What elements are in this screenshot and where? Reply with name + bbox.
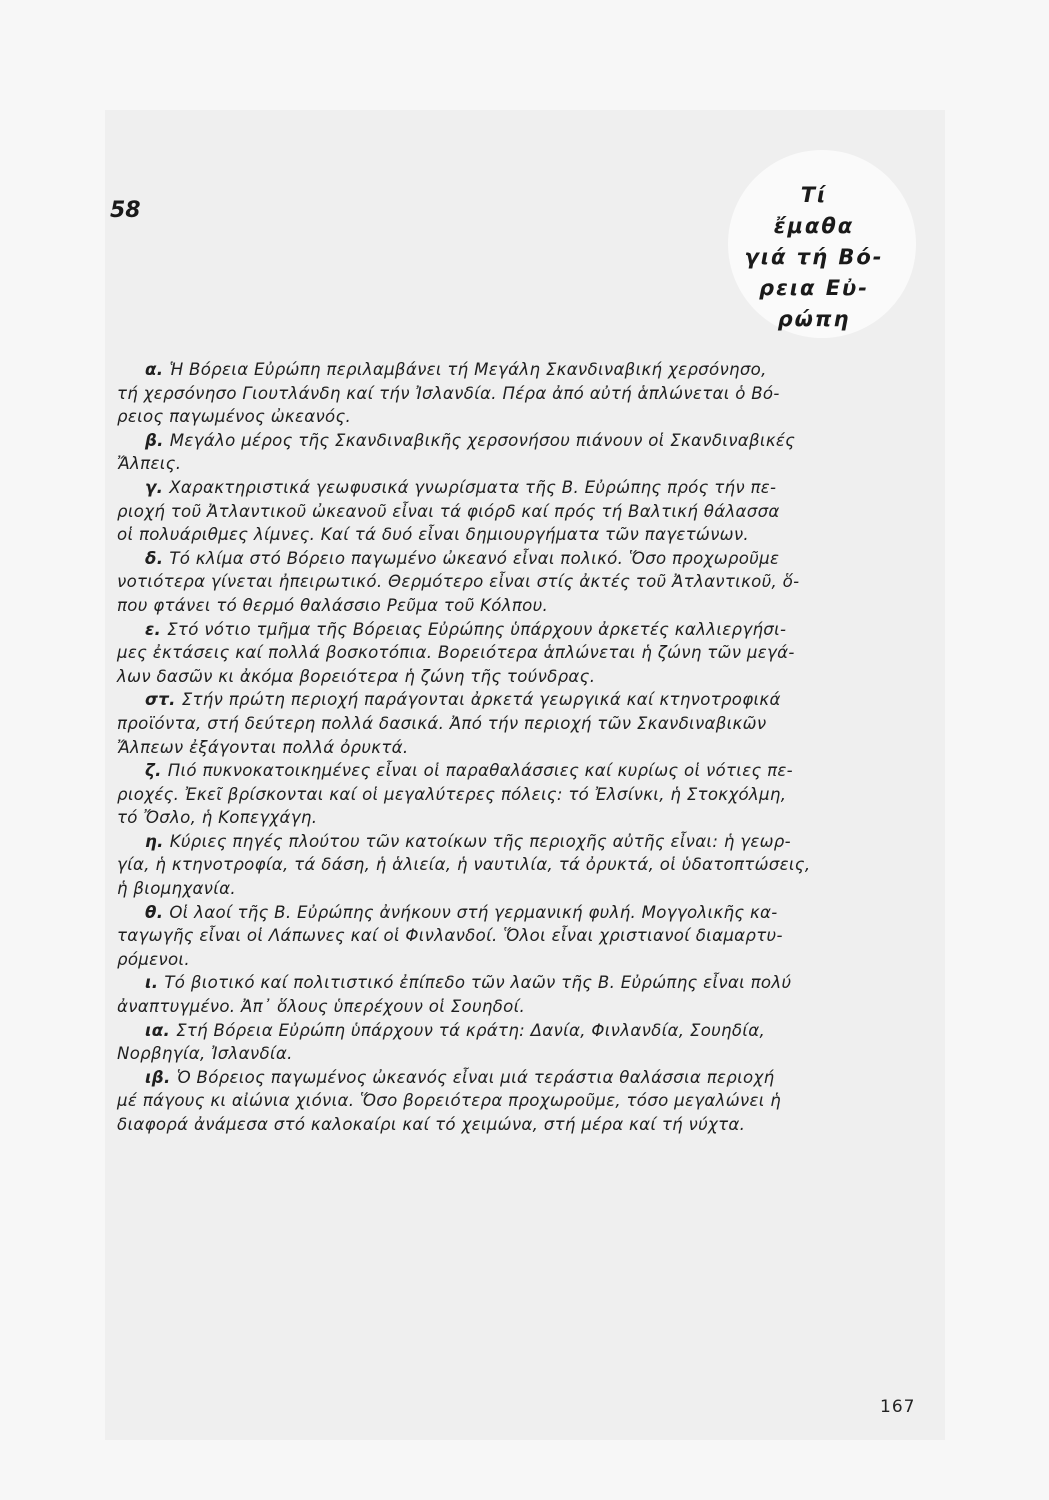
paragraph-line: νοτιότερα γίνεται ἠπειρωτικό. Θερμότερο εἶναι στίς ἀκτές τοῦ Ἀτλαντικοῦ, ὅ- [117,572,800,592]
line-text: Ὁ Βόρειος παγωμένος ὠκεανός εἶναι μιά τεράστια θαλάσσια περιοχή [176,1067,775,1087]
paragraph-line: προϊόντα, στή δεύτερη πολλά δασικά. Ἀπό τήν περιοχή τῶν Σκανδιναβικῶν [117,713,767,733]
paragraph-marker: δ. [145,548,164,568]
title-line: γιά τή Βό- [744,245,884,269]
line-text: Χαρακτηριστικά γεωφυσικά γνωρίσματα τῆς Β. Εὐρώπης πρός τήν πε- [169,477,777,497]
paragraph-marker: στ. [145,690,176,710]
paragraph-line: Νορβηγία, Ἰσλανδία. [117,1044,293,1064]
paragraph-delta [117,547,897,618]
paragraph-line: ρόμενοι. [117,949,190,969]
lesson-title [744,180,884,335]
line-text: Ἡ Βόρεια Εὐρώπη περιλαμβάνει τή Μεγάλη Σκανδιναβική χερσόνησο, [169,360,767,379]
title-line: ρώπη [777,307,851,331]
paragraph-iota-alpha [117,1019,897,1066]
paragraph-line [117,971,897,995]
page-number: 167 [880,1397,916,1417]
paragraph-line: λων δασῶν κι ἀκόμα βορειότερα ἡ ζώνη τῆς τούνδρας. [117,666,596,686]
paragraph-line [117,618,897,642]
paragraph-line: γία, ἡ κτηνοτροφία, τά δάση, ἡ ἁλιεία, ἡ ναυτιλία, τά ὀρυκτά, οἱ ὑδατοπτώσεις, [117,855,811,875]
line-text: Στό νότιο τμῆμα τῆς Βόρειας Εὐρώπης ὑπάρχουν ἀρκετές καλλιεργήσι- [167,619,787,639]
paragraph-line: τό Ὄσλο, ἡ Κοπεγχάγη. [117,808,318,828]
paragraph-line: ριοχές. Ἐκεῖ βρίσκονται καί οἱ μεγαλύτερες πόλεις: τό Ἐλσίνκι, ἡ Στοκχόλμη, [117,784,787,804]
paragraph-line [117,759,897,783]
paragraph-line [117,688,897,712]
line-text: Πιό πυκνοκατοικημένες εἶναι οἱ παραθαλάσσιες καί κυρίως οἱ νότιες πε- [167,761,793,781]
paragraph-line [117,358,897,382]
paragraph-line [117,476,897,500]
line-text: Στήν πρώτη περιοχή παράγονται ἀρκετά γεωργικά καί κτηνοτροφικά [181,690,781,710]
paragraph-line: ριοχή τοῦ Ἀτλαντικοῦ ὠκεανοῦ εἶναι τά φιόρδ καί πρός τή Βαλτική θάλασσα [117,501,780,521]
paragraph-gamma [117,476,897,547]
paragraph-line: Ἄλπεων ἐξάγονται πολλά ὀρυκτά. [117,737,409,757]
title-line: ρεια Εὐ- [759,276,869,300]
paragraph-marker: ζ. [145,761,162,781]
title-line: ἔμαθα [773,214,855,238]
paragraph-line: ρειος παγωμένος ὠκεανός. [117,407,352,427]
paragraph-line: ἀναπτυγμένο. Ἀπ᾿ ὅλους ὑπερέχουν οἱ Σουηδοί. [117,997,526,1017]
paragraph-stigma [117,688,897,759]
paragraph-eta [117,830,897,901]
lesson-number: 58 [110,198,141,223]
paragraph-line: τή χερσόνησο Γιουτλάνδη καί τήν Ἰσλανδία. Πέρα ἀπό αὐτή ἁπλώνεται ὁ Βό- [117,383,780,403]
line-text: Τό κλίμα στό Βόρειο παγωμένο ὠκεανό εἶναι πολικό. Ὅσο προχωροῦμε [169,548,780,568]
paragraph-theta [117,901,897,972]
paragraph-iota [117,971,897,1018]
paragraph-beta [117,429,897,476]
line-text: Μεγάλο μέρος τῆς Σκανδιναβικῆς χερσονήσου πιάνουν οἱ Σκανδιναβικές [169,430,796,450]
summary-text [117,358,897,1137]
paragraph-epsilon [117,618,897,689]
paragraph-marker: ι. [145,973,159,993]
paragraph-line: ἡ βιομηχανία. [117,879,236,899]
paragraph-line: οἱ πολυάριθμες λίμνες. Καί τά δυό εἶναι δημιουργήματα τῶν παγετώνων. [117,525,749,545]
line-text: Στή Βόρεια Εὐρώπη ὑπάρχουν τά κράτη: Δανία, Φινλανδία, Σουηδία, [176,1020,766,1040]
paragraph-line [117,547,897,571]
paragraph-marker: η. [145,831,164,851]
paragraph-line: ταγωγῆς εἶναι οἱ Λάπωνες καί οἱ Φινλανδοί. Ὅλοι εἶναι χριστιανοί διαμαρτυ- [117,926,783,946]
paragraph-line [117,830,897,854]
title-line: Τί [800,183,828,207]
paragraph-line [117,1019,897,1043]
paragraph-line [117,1066,897,1090]
paragraph-line [117,429,897,453]
line-text: Τό βιοτικό καί πολιτιστικό ἐπίπεδο τῶν λαῶν τῆς Β. Εὐρώπης εἶναι πολύ [164,973,792,993]
paragraph-marker: γ. [145,477,164,497]
paragraph-line: μες ἐκτάσεις καί πολλά βοσκοτόπια. Βορειότερα ἁπλώνεται ἡ ζώνη τῶν μεγά- [117,643,795,663]
paragraph-zeta [117,759,897,830]
paragraph-line: Ἄλπεις. [117,454,182,474]
line-text: Οἱ λαοί τῆς Β. Εὐρώπης ἀνήκουν στή γερμανική φυλή. Μογγολικῆς κα- [169,902,778,922]
line-text: Κύριες πηγές πλούτου τῶν κατοίκων τῆς περιοχῆς αὐτῆς εἶναι: ἡ γεωρ- [169,831,791,851]
paragraph-marker: ιβ. [145,1067,171,1087]
paragraph-alpha [117,358,897,429]
paragraph-line: μέ πάγους κι αἰώνια χιόνια. Ὅσο βορειότερα προχωροῦμε, τόσο μεγαλώνει ἡ [117,1091,782,1111]
paragraph-marker: ια. [145,1020,171,1040]
paragraph-marker: ε. [145,619,162,639]
paragraph-line: διαφορά ἀνάμεσα στό καλοκαίρι καί τό χειμώνα, στή μέρα καί τή νύχτα. [117,1115,746,1134]
paragraph-iota-beta [117,1066,897,1137]
paragraph-marker: β. [145,430,164,450]
paragraph-line [117,901,897,925]
paragraph-marker: θ. [145,902,164,922]
paragraph-marker: α. [145,360,164,379]
paragraph-line: που φτάνει τό θερμό θαλάσσιο Ρεῦμα τοῦ Κόλπου. [117,595,549,615]
